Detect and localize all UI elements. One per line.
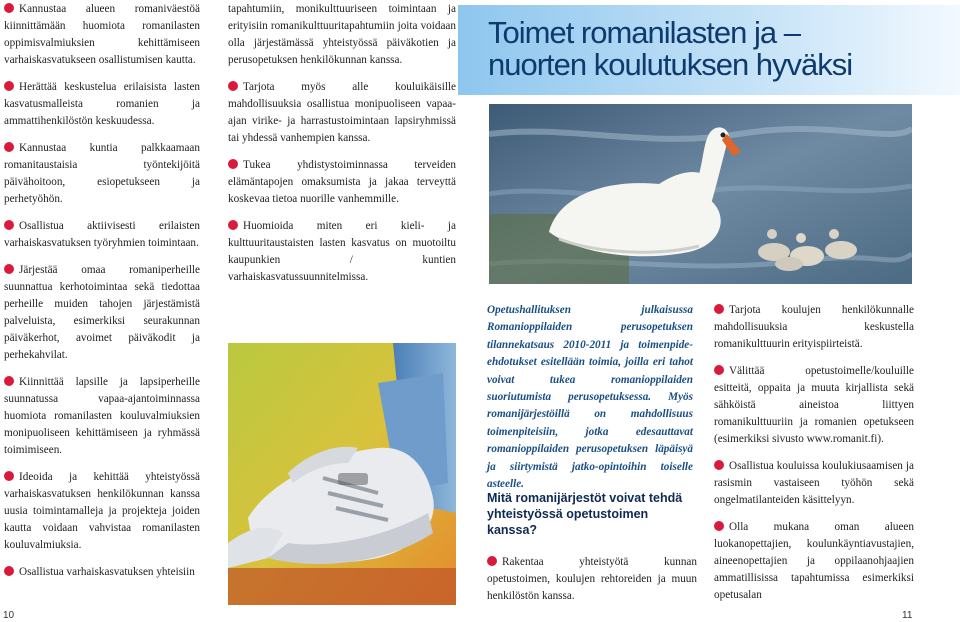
bullet-item: Tarjota myös alle kouluikäisille mahdollisuuksia osallistua monipuoliseen vapaa-ajan virike- ja harrastustoimintaan lapsiryhmissä tai yhdessä vanhempien kanssa. (228, 81, 456, 144)
bullet-icon (714, 365, 724, 375)
child-sneakers-photo (228, 343, 456, 605)
bullet-icon (714, 521, 724, 531)
swan-with-cygnets-photo (489, 104, 912, 284)
bullet-icon (4, 81, 14, 91)
bullet-item: Kannustaa kuntia palkkaamaan romanitaustaisia työntekijöitä päivähoitoon, esiopetukseen ja perhetyöhön. (4, 142, 200, 205)
bullet-item: Huomioida miten eri kieli- ja kulttuuritaustaisten lasten kasvatus on muotoiltu kaupunkien / kuntien varhaiskasvatussuunnitelmissa. (228, 220, 456, 283)
bullet-item: Rakentaa yhteistyötä kunnan opetustoimen, koulujen rehtoreiden ja muun henkilöstön kanssa. (487, 556, 697, 602)
bullet-icon (228, 220, 238, 230)
bullet-item: Ideoida ja kehittää yhteistyössä varhaiskasvatuksen henkilökunnan kanssa uusia toimintamalleja ja projekteja joiden kautta voidaan vahvistaa romanilasten kouluvalmiuksia. (4, 471, 200, 551)
bullet-icon (714, 460, 724, 470)
bullet-icon (228, 81, 238, 91)
page-number-left: 10 (3, 610, 15, 621)
bullet-icon (487, 556, 497, 566)
bullet-item: Tukea yhdistystoiminnassa terveiden elämäntapojen omaksumista ja jakaa terveyttä koskevaa tietoa nuorille vanhemmille. (228, 159, 456, 205)
column-4 (714, 302, 914, 614)
bullet-item: Olla mukana oman alueen luokanopettajien, koulunkäyntiavustajien, aineenopettajien ja oppilaanohjaajien ammatillisissa tapahtumissa esimerkiksi opetusalan (714, 521, 914, 601)
bullet-icon (4, 566, 14, 576)
paragraph-continuation: tapahtumiin, monikulttuuriseen toimintaan ja erityisiin romanikulttuuritapahtumiin joita voidaan olla järjestämässä yhteistyössä päiväkotien ja perusopetuksen henkilökunnan kanssa. (228, 3, 456, 66)
intro-italic-text: Opetushallituksen julkaisussa Romanioppilaiden perusopetuksen tilannekatsaus 2010-2011 ja toimenpide-ehdotukset esitellään toimia, joilla eri tahot voivat tukea romanioppilaiden suoriutumista perusopetuksessa. Myös romanijärjestöillä on mahdollisuus toimenpiteisiin, jotka edesauttavat romanioppilaiden perusopetuksen läpäisyä ja siirtymistä jatko-opintoihin toiselle asteelle. (487, 304, 693, 491)
swan-image (489, 104, 912, 284)
bullet-item: Kannustaa alueen romaniväestöä kiinnittämään huomiota romanilasten oppimisvalmiuksien kehittämiseen varhaiskasvatukseen osallistumisen kautta. (4, 3, 200, 66)
page-title: Toimet romanilasten ja – nuorten koulutuksen hyväksi (488, 15, 853, 82)
bullet-icon (714, 304, 724, 314)
sneakers-image (228, 343, 456, 605)
bullet-item: Kiinnittää lapsille ja lapsiperheille suunnatussa vapaa-ajantoiminnassa huomiota romanilasten kouluvalmiuksien monipuoliseen kehittämiseen ja ryhmässä toimimiseen. (4, 376, 200, 456)
bullet-icon (4, 142, 14, 152)
bullet-item: Tarjota koulujen henkilökunnalle mahdollisuuksia keskustella romanikulttuurin erityispiirteistä. (714, 304, 914, 350)
bullet-icon (4, 264, 14, 274)
column-1 (4, 1, 200, 591)
page-number-right: 11 (902, 610, 913, 621)
bullet-icon (228, 159, 238, 169)
bullet-item: Herättää keskustelua erilaisista lasten kasvatusmalleista romanien ja ammattihenkilöstön keskuudessa. (4, 81, 200, 127)
bullet-item: Osallistua varhaiskasvatuksen yhteisiin (4, 564, 200, 581)
bullet-item: Osallistua aktiivisesti erilaisten varhaiskasvatuksen työryhmien toimintaan. (4, 220, 200, 249)
column-3 (487, 554, 697, 615)
bullet-icon (4, 471, 14, 481)
headline-banner (458, 5, 960, 95)
bullet-icon (4, 3, 14, 13)
section-heading: Mitä romanijärjestöt voivat tehdä yhteistyössä opetustoimen kanssa? (487, 491, 683, 537)
bullet-item: Välittää opetustoimelle/kouluille esitteitä, oppaita ja muuta kirjallista sekä sähköistä aineistoa liittyen romanikulttuuriin ja romanien opetukseen (esimerkiksi sivusto www.romanit.fi). (714, 365, 914, 445)
bullet-item: Osallistua kouluissa koulukiusaamisen ja rasismin vastaiseen työhön sekä ongelmatilanteiden käsittelyyn. (714, 460, 914, 506)
bullet-item: Järjestää omaa romaniperheille suunnattua kerhotoimintaa sekä tiedottaa perheille muiden tahojen järjestämistä palveluista, esimerkiksi seurakunnan päiväkerhot, avoimet päiväkodit ja perhekahvilat. (4, 264, 200, 361)
bullet-icon (4, 220, 14, 230)
bullet-icon (4, 376, 14, 386)
column-2 (228, 1, 456, 296)
